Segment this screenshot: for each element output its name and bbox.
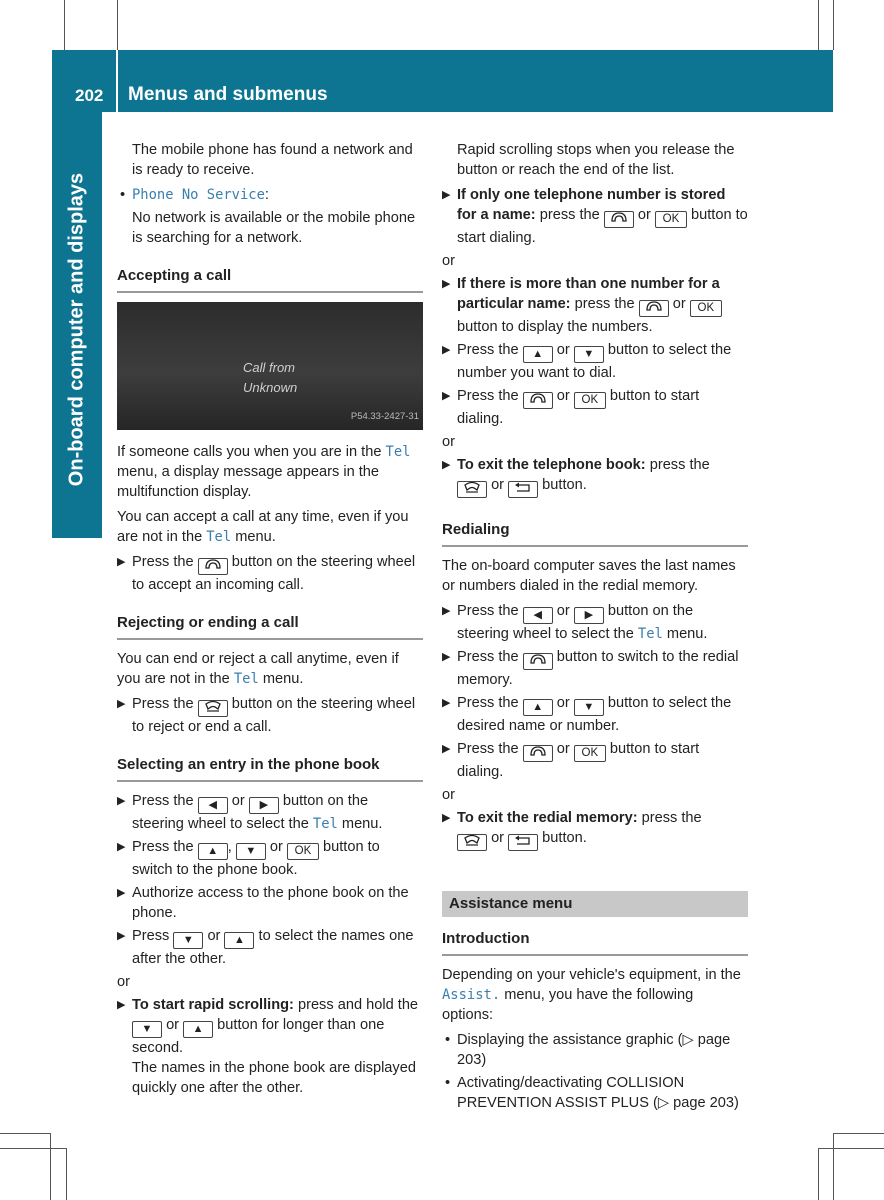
instruction-step: ▶ Press the button on the steering wheel to reject or end a call. xyxy=(117,696,416,735)
instruction-step: ▶ Press the ▲ or ▼ button to select the number you want to dial. xyxy=(442,342,732,381)
crop-mark xyxy=(64,0,65,50)
crop-mark xyxy=(0,1133,50,1134)
crop-mark xyxy=(818,1148,819,1200)
down-arrow-icon: ▼ xyxy=(173,932,203,949)
section-heading-accepting: Accepting a call xyxy=(117,266,423,293)
up-arrow-icon: ▲ xyxy=(523,699,553,716)
down-arrow-icon: ▼ xyxy=(574,346,604,363)
display-line: Unknown xyxy=(243,380,298,395)
display-text: Phone No Service xyxy=(132,187,265,203)
up-arrow-icon: ▲ xyxy=(523,346,553,363)
or-separator: or xyxy=(442,434,455,450)
instruction-step: ▶ Press the or OK button to start dialing. xyxy=(442,388,700,427)
down-arrow-icon: ▼ xyxy=(236,843,266,860)
section-heading-rejecting: Rejecting or ending a call xyxy=(117,613,423,640)
image-code: P54.33-2427-31 xyxy=(350,411,419,422)
crop-mark xyxy=(833,1133,834,1200)
bullet-item: • Activating/deactivating COLLISION PREVENTION ASSIST PLUS (▷ page 203) xyxy=(445,1075,739,1111)
or-separator: or xyxy=(442,253,455,269)
crop-mark xyxy=(50,1133,51,1200)
phone-accept-icon xyxy=(523,653,553,670)
ok-button-icon: OK xyxy=(690,300,722,317)
header-divider xyxy=(116,50,118,112)
left-arrow-icon: ◀ xyxy=(198,797,228,814)
instruction-step: ▶ Press the ◀ or ▶ button on the steering wheel to select the Tel menu. xyxy=(442,603,708,642)
chapter-label: On-board computer and displays xyxy=(65,172,88,487)
right-column xyxy=(442,140,748,1116)
ok-button-icon: OK xyxy=(287,843,319,860)
instruction-step: ▶ If there is more than one number for a particular name: press the or OK button to display the numbers. xyxy=(442,274,748,337)
down-arrow-icon: ▼ xyxy=(574,699,604,716)
phone-accept-icon xyxy=(523,392,553,409)
crop-mark xyxy=(818,1148,884,1149)
paragraph: The on-board computer saves the last names or numbers dialed in the redial memory. xyxy=(442,558,736,594)
display-text: Assist. xyxy=(442,987,501,1003)
phone-accept-icon xyxy=(604,211,634,228)
section-heading-redialing: Redialing xyxy=(442,520,748,547)
display-image xyxy=(117,302,423,430)
paragraph: You can end or reject a call anytime, even if you are not in the Tel menu. xyxy=(117,651,399,687)
instruction-step: ▶ To start rapid scrolling: press and hold the ▼ or ▲ button for longer than one second. The names in the phone book are displayed quickly one after the other. xyxy=(117,997,419,1096)
page-title: Menus and submenus xyxy=(128,84,328,105)
crop-mark xyxy=(66,1148,67,1200)
up-arrow-icon: ▲ xyxy=(183,1021,213,1038)
instruction-step: ▶ If only one telephone number is stored for a name: press the or OK button to start dialing. xyxy=(442,187,748,246)
instruction-step: ▶ To exit the redial memory: press the or button. xyxy=(442,808,748,851)
paragraph: If someone calls you when you are in the Tel menu, a display message appears in the multifunction display. xyxy=(117,444,411,500)
left-arrow-icon: ◀ xyxy=(523,607,553,624)
display-text: Tel xyxy=(206,529,232,545)
ok-button-icon: OK xyxy=(574,392,606,409)
display-text: Tel xyxy=(312,816,338,832)
back-button-icon xyxy=(508,481,538,498)
up-arrow-icon: ▲ xyxy=(224,932,254,949)
bullet-item: • Displaying the assistance graphic (▷ page 203) xyxy=(445,1032,731,1068)
back-button-icon xyxy=(508,834,538,851)
instruction-step: ▶ To exit the telephone book: press the or button. xyxy=(442,455,748,498)
phone-hangup-icon xyxy=(457,834,487,851)
display-line: Call from xyxy=(243,360,296,375)
instruction-step: ▶ Press ▼ or ▲ to select the names one after the other. xyxy=(117,928,414,967)
instruction-step: ▶ Press the button to switch to the redial memory. xyxy=(442,649,739,688)
ok-button-icon: OK xyxy=(574,745,606,762)
display-text: Tel xyxy=(637,626,663,642)
section-heading-selecting: Selecting an entry in the phone book xyxy=(117,755,423,782)
instruction-step: ▶ Press the button on the steering wheel to accept an incoming call. xyxy=(117,554,416,593)
instruction-step: ▶ Press the ◀ or ▶ button on the steering wheel to select the Tel menu. xyxy=(117,793,383,832)
ok-button-icon: OK xyxy=(655,211,687,228)
up-arrow-icon: ▲ xyxy=(198,843,228,860)
crop-mark xyxy=(834,1133,884,1134)
page-number: 202 xyxy=(75,86,104,105)
chapter-tab xyxy=(52,112,102,538)
paragraph: You can accept a call at any time, even if you are not in the Tel menu. xyxy=(117,509,409,545)
crop-mark xyxy=(117,0,118,50)
right-arrow-icon: ▶ xyxy=(249,797,279,814)
right-arrow-icon: ▶ xyxy=(574,607,604,624)
instruction-step: ▶ Press the ▲ or ▼ button to select the desired name or number. xyxy=(442,695,732,734)
section-heading-assistance: Assistance menu xyxy=(442,891,748,917)
or-separator: or xyxy=(117,974,130,990)
bullet-item: • Phone No Service: xyxy=(120,187,269,203)
instruction-step: ▶ Authorize access to the phone book on the phone. xyxy=(117,885,409,921)
display-text: Tel xyxy=(385,444,411,460)
paragraph: The mobile phone has found a network and is ready to receive. xyxy=(132,142,413,178)
section-heading-introduction: Introduction xyxy=(442,929,748,956)
down-arrow-icon: ▼ xyxy=(132,1021,162,1038)
phone-accept-icon xyxy=(639,300,669,317)
phone-accept-icon xyxy=(523,745,553,762)
phone-hangup-icon xyxy=(198,700,228,717)
paragraph: Depending on your vehicle's equipment, in the Assist. menu, you have the following options: xyxy=(442,967,741,1023)
paragraph: Rapid scrolling stops when you release the button or reach the end of the list. xyxy=(457,142,735,178)
or-separator: or xyxy=(442,787,455,803)
phone-hangup-icon xyxy=(457,481,487,498)
phone-accept-icon xyxy=(198,558,228,575)
crop-mark xyxy=(0,1148,66,1149)
crop-mark xyxy=(833,0,834,50)
instruction-step: ▶ Press the ▲ , ▼ or OK button to switch to the phone book. xyxy=(117,839,380,878)
paragraph: No network is available or the mobile phone is searching for a network. xyxy=(132,210,416,246)
crop-mark xyxy=(818,0,819,50)
display-text: Tel xyxy=(233,671,259,687)
left-column xyxy=(117,140,423,1101)
instruction-step: ▶ Press the or OK button to start dialing. xyxy=(442,741,700,780)
